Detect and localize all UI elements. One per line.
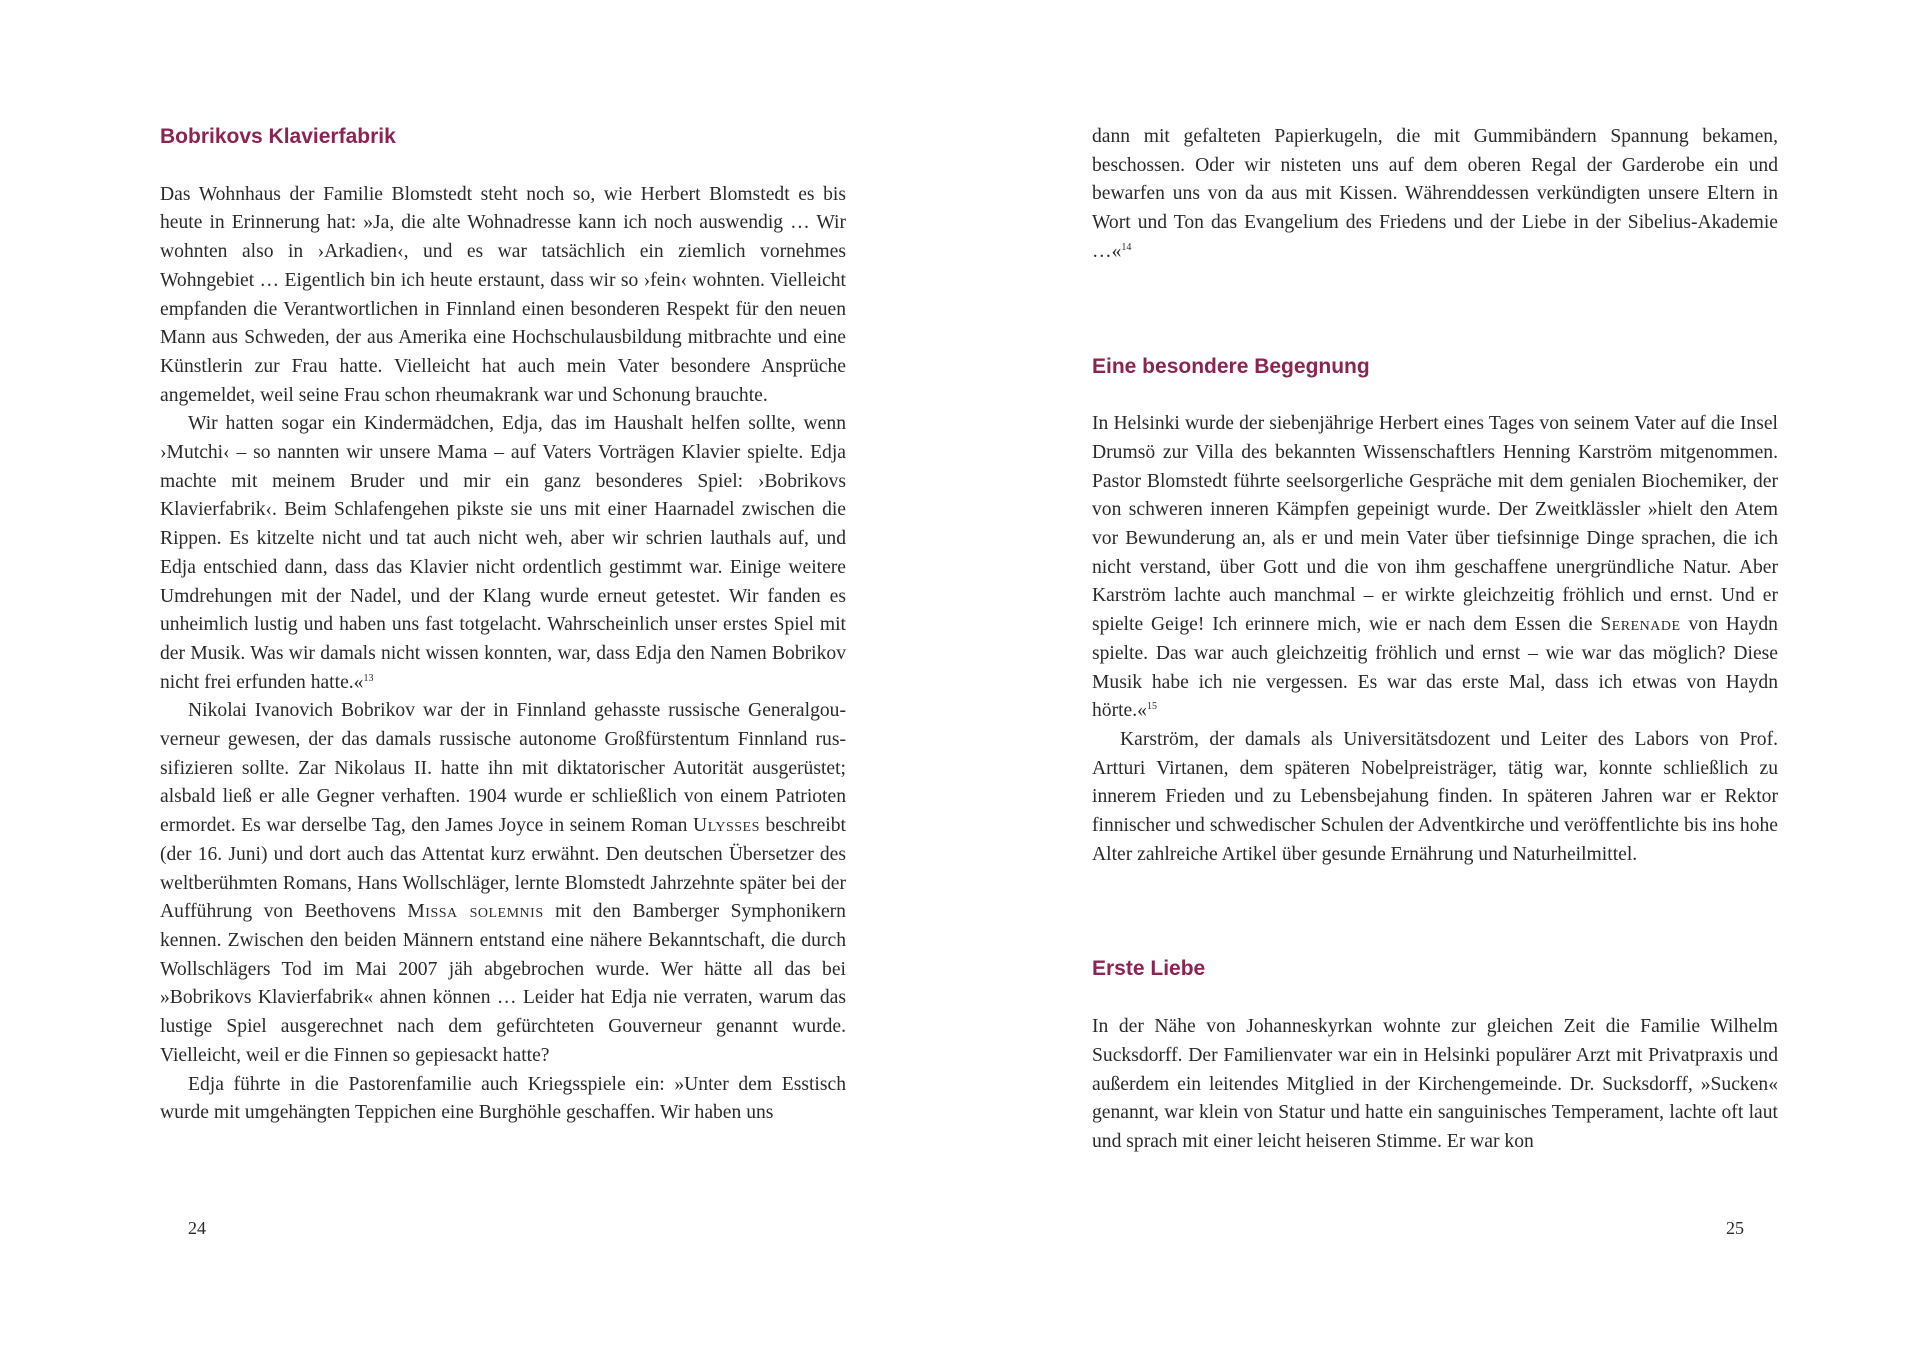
footnote-marker: 15: [1146, 701, 1157, 713]
paragraph-text: Wir hatten sogar ein Kindermädchen, Edja, das im Haushalt helfen sollte, wenn ›Mutchi‹ – so nannten wir unsere Mama – auf Vaters Vorträgen Klavier spielte. Edja machte mit meinem Bruder und mir ein ganz besonderes Spiel: ›Bobrikovs Klavierfabrik‹. Beim Schlafengehen pikste sie uns mit einer Haarnadel zwischen die Rippen. Es kitzelte nicht und tat auch nicht weh, aber wir schrien lauthals auf, und Edja entschied dann, dass das Klavier nicht ordentlich gestimmt war. Einige weitere Umdrehungen mit der Nadel, und der Klang wurde erneut getestet. Wir fanden es unheimlich lustig und haben uns fast totgelacht. Wahrscheinlich unser erstes Spiel mit der Musik. Was wir damals nicht wissen konnten, war, dass Edja den Namen Bobrikov nicht frei erfunden hatte.«: [160, 413, 846, 693]
left-text-column: [160, 123, 846, 1128]
right-text-column: [1092, 123, 1778, 1157]
heading-spacer: [1092, 381, 1778, 410]
section-heading-eine-besondere-begegnung: Eine besondere Begegnung: [1092, 354, 1370, 378]
paragraph: [160, 410, 846, 697]
section-spacer: [1092, 267, 1778, 353]
work-title-serenade: Serenade: [1600, 614, 1681, 636]
paragraph-text: dann mit gefalteten Papierkugeln, die mit Gummibändern Spannung bekamen, beschossen. Oder wir nisteten uns auf dem oberen Regal der Garderobe ein und bewarfen uns von da aus mit Kissen. Währenddessen verkündigten unsere Eltern in Wort und Ton das Evangelium des Friedens und der Liebe in der Sibelius-Akademie …«: [1092, 126, 1778, 262]
section-heading-erste-liebe: Erste Liebe: [1092, 957, 1206, 981]
heading-spacer: [160, 152, 846, 181]
paragraph-text: mit den Bamberger Symphonikern kennen. Zwischen den beiden Männern entstand eine nähere Bekanntschaft, die durch Wollschlägers Tod im Mai 2007 jäh abgebrochen wurde. Wer hätte all das bei »Bobrikovs Klavierfabrik« ahnen können … Leider hat Edja nie verraten, warum das lustige Spiel ausgerechnet nach dem gefürchteten Gouverneur genannt wurde. Vielleicht, weil er die Finnen so gepiesackt hatte?: [160, 901, 846, 1066]
paragraph: In der Nähe von Johanneskyrkan wohnte zur gleichen Zeit die Familie Wilhelm Sucksdorff. Der Familienvater war ein in Helsinki populärer Arzt mit Privatpraxis und außerdem ein leitendes Mitglied in der Kirchengemeinde. Dr. Sucksdorff, »Sucken« genannt, war klein von Statur und hatte ein sanguinisches Temperament, lachte oft laut und sprach mit einer leicht heiseren Stimme. Er war kon: [1092, 1016, 1778, 1152]
heading-spacer: [1092, 984, 1778, 1013]
paragraph: [1092, 123, 1778, 267]
paragraph: [160, 697, 846, 1070]
paragraph: [1092, 410, 1778, 726]
section-spacer: [1092, 869, 1778, 955]
right-page: [960, 0, 1920, 1355]
paragraph-text: von Haydn spielte. Das war auch gleichzeitig fröhlich und ernst – wie war das möglich? Diese Musik habe ich nie vergessen. Es war das erste Mal, dass ich etwas von Haydn hörte.«: [1092, 614, 1778, 722]
footnote-marker: 13: [363, 672, 374, 684]
paragraph-text: Nikolai Ivanovich Bobrikov war der in Finnland gehasste russische Generalgouverneur gewesen, der das damals russische autonome Großfürstentum Finnland russifizieren sollte. Zar Nikolaus II. hatte ihn mit diktatorischer Autorität ausgerüstet; alsbald ließ er alle Gegner verhaften. 1904 wurde er schließlich von einem Patrioten ermordet. Es war derselbe Tag, den James Joyce in seinem Roman: [160, 700, 846, 837]
paragraph: Edja führte in die Pastorenfamilie auch Kriegsspiele ein: »Unter dem Esstisch wurde mit umgehängten Teppichen eine Burghöhle geschaffen. Wir haben uns: [160, 1073, 846, 1124]
work-title-missa-solemnis: Missa solemnis: [407, 901, 544, 923]
paragraph: Das Wohnhaus der Familie Blomstedt steht noch so, wie Herbert Blomstedt es bis heute in Erinnerung hat: »Ja, die alte Wohnadresse kann ich noch auswendig … Wir wohnten also in ›Arkadien‹, und es war tatsächlich ein ziemlich vornehmes Wohngebiet … Eigentlich bin ich heute erstaunt, dass wir so ›fein‹ wohnten. Vielleicht empfanden die Verantwortlichen in Finnland einen besonderen Respekt für den neuen Mann aus Schweden, der aus Amerika eine Hochschulausbildung mitbrachte und eine Künstlerin zur Frau hatte. Vielleicht hat auch mein Vater besondere Ansprüche angemeldet, weil seine Frau schon rheumakrank war und Schonung brauchte.: [160, 183, 846, 406]
section-heading-bobrikovs-klavierfabrik: Bobrikovs Klavierfabrik: [160, 125, 396, 148]
footnote-marker: 14: [1121, 241, 1132, 253]
paragraph: Karström, der damals als Universitätsdozent und Leiter des Labors von Prof. Artturi Virtanen, dem späteren Nobelpreisträger, tätig war, konnte schließlich zu innerem Frieden und zu Lebensbejahung finden. In späteren Jahren war er Rektor finnischer und schwedischer Schulen der Adventkirche und veröffentlichte bis ins hohe Alter zahlreiche Artikel über gesunde Ernährung und Naturheilmittel.: [1092, 728, 1778, 865]
work-title-ulysses: Ulysses: [693, 815, 760, 837]
paragraph-text: beschreibt (der 16. Juni) und dort auch das Attentat kurz erwähnt. Den deutschen Übersetzer des weltberühmten Romans, Hans Wollschläger, lernte Blomstedt Jahrzehnte später bei der Aufführung von Beethovens: [160, 815, 846, 923]
page-number: 24: [188, 1218, 206, 1238]
page-number: 25: [1726, 1218, 1744, 1238]
paragraph-text: In Helsinki wurde der siebenjährige Herbert eines Tages von seinem Vater auf die Insel Drumsö zur Villa des bekannten Wissenschaftlers Henning Karström mitgenommen. Pastor Blomstedt führte seelsorgerliche Gespräche mit dem genialen Biochemiker, der von schweren inneren Kämpfen gepeinigt wurde. Der Zweitklässler »hielt den Atem vor Bewunderung an, als er und mein Vater über tiefsinnige Dinge sprachen, die ich nicht verstand, über Gott und die von ihm geschaffene unergründliche Natur. Aber Karström lachte auch manchmal – er wirkte gleichzeitig fröhlich und ernst. Und er spielte Geige! Ich erinnere mich, wie er nach dem Essen die: [1092, 413, 1778, 636]
